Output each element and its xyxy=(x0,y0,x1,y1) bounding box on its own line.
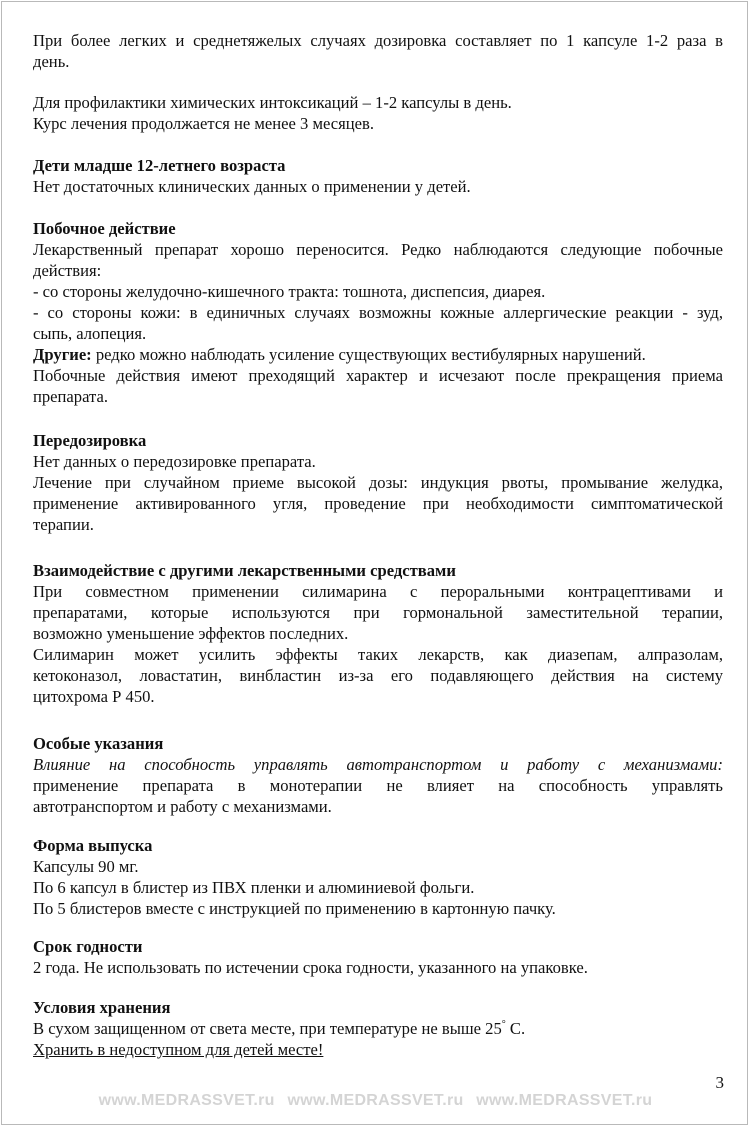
watermark: www.MEDRASSVET.ru www.MEDRASSVET.ru www.MEDRASSVET.ru xyxy=(98,1092,653,1109)
section-text: - со стороны желудочно-кишечного тракта: тошнота, диспепсия, диарея. xyxy=(33,282,546,301)
section-text: применение активированного угля, проведение при необходимости симптоматической xyxy=(33,494,723,513)
section-text: препарата. xyxy=(33,387,108,406)
dosage-section xyxy=(33,30,723,72)
section-text: возможно уменьшение эффектов последних. xyxy=(33,624,349,643)
storage-temperature-line xyxy=(33,1018,723,1039)
storage-text: В сухом защищенном от света месте, при температуре не выше 25 xyxy=(33,1019,502,1038)
shelf-life-section xyxy=(33,936,723,978)
dosage-line: день. xyxy=(33,52,70,71)
interactions-section xyxy=(33,560,723,707)
page-number: 3 xyxy=(715,1073,724,1092)
section-heading: Особые указания xyxy=(33,734,164,753)
section-text: Силимарин может усилить эффекты таких лекарств, как диазепам, алпразолам, xyxy=(33,645,723,664)
prophylaxis-section xyxy=(33,92,723,134)
storage-warning: Хранить в недоступном для детей месте! xyxy=(33,1040,324,1059)
section-text: Побочные действия имеют преходящий характер и исчезают после прекращения приема xyxy=(33,366,723,385)
section-text: 2 года. Не использовать по истечении срока годности, указанного на упаковке. xyxy=(33,958,588,977)
storage-unit: С. xyxy=(505,1019,526,1038)
side-effects-section xyxy=(33,218,723,407)
section-text: Нет достаточных клинических данных о применении у детей. xyxy=(33,177,471,196)
overdose-section xyxy=(33,430,723,535)
section-text: Капсулы 90 мг. xyxy=(33,857,139,876)
children-section xyxy=(33,155,723,197)
section-text: При совместном применении силимарина с пероральными контрацептивами и xyxy=(33,582,723,601)
section-heading: Дети младше 12-летнего возраста xyxy=(33,156,286,175)
section-text-italic: Влияние на способность управлять автотранспортом и работу с механизмами: xyxy=(33,755,723,774)
other-effects-line xyxy=(33,344,723,365)
section-text: Лекарственный препарат хорошо переносится. Редко наблюдаются следующие побочные xyxy=(33,240,723,259)
section-text: - со стороны кожи: в единичных случаях возможны кожные аллергические реакции - зуд, xyxy=(33,303,723,322)
section-heading: Срок годности xyxy=(33,937,143,956)
course-text: Курс лечения продолжается не менее 3 месяцев. xyxy=(33,114,374,133)
other-label: Другие: xyxy=(33,345,92,364)
section-text: Нет данных о передозировке препарата. xyxy=(33,452,316,471)
section-text: кетоконазол, ловастатин, винбластин из-за его подавляющего действия на систему xyxy=(33,666,723,685)
section-heading: Побочное действие xyxy=(33,219,176,238)
dosage-line: При более легких и среднетяжелых случаях дозировка составляет по 1 капсуле 1-2 раза в xyxy=(33,31,723,50)
section-heading: Взаимодействие с другими лекарственными средствами xyxy=(33,561,456,580)
section-text: автотранспортом и работу с механизмами. xyxy=(33,797,332,816)
section-text: терапии. xyxy=(33,515,94,534)
section-text: применение препарата в монотерапии не влияет на способность управлять xyxy=(33,776,723,795)
other-text: редко можно наблюдать усиление существующих вестибулярных нарушений. xyxy=(91,345,646,364)
section-text: Лечение при случайном приеме высокой дозы: индукция рвоты, промывание желудка, xyxy=(33,473,723,492)
section-text: сыпь, алопеция. xyxy=(33,324,147,343)
section-heading: Условия хранения xyxy=(33,998,171,1017)
section-heading: Передозировка xyxy=(33,431,147,450)
release-form-section xyxy=(33,835,723,919)
section-text: По 6 капсул в блистер из ПВХ пленки и алюминиевой фольги. xyxy=(33,878,475,897)
section-text: По 5 блистеров вместе с инструкцией по применению в картонную пачку. xyxy=(33,899,556,918)
section-heading: Форма выпуска xyxy=(33,836,153,855)
section-text: препаратами, которые используются при гормональной заместительной терапии, xyxy=(33,603,723,622)
special-instructions-section xyxy=(33,733,723,817)
section-text: цитохрома Р 450. xyxy=(33,687,155,706)
degree-sign: ° xyxy=(501,1019,506,1030)
prophylaxis-text: Для профилактики химических интоксикаций – 1-2 капсулы в день. xyxy=(33,93,512,112)
section-text: действия: xyxy=(33,261,102,280)
storage-section xyxy=(33,997,723,1060)
